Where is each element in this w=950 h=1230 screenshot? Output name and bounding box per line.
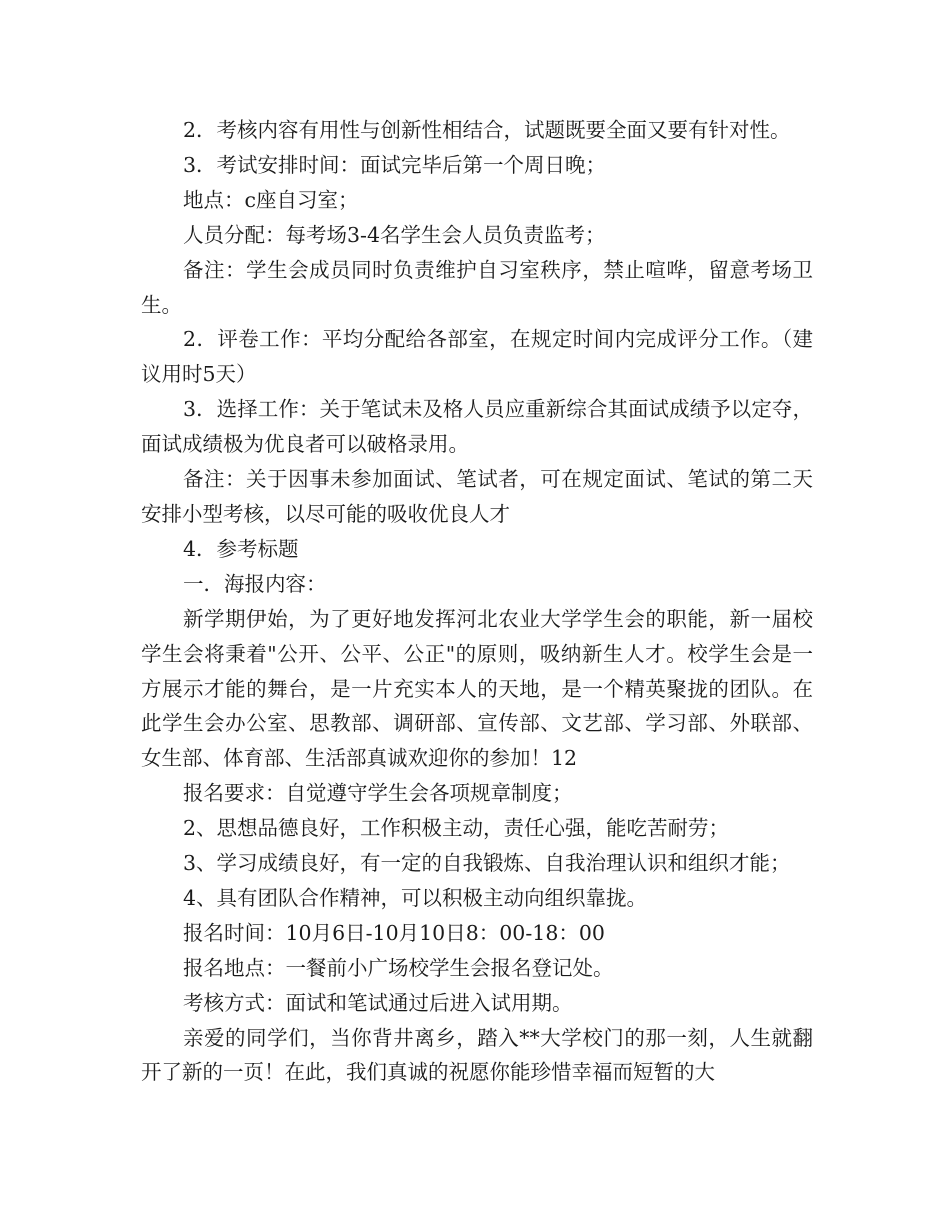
paragraph: 2、思想品德良好，工作积极主动，责任心强，能吃苦耐劳； <box>183 816 730 841</box>
paragraph: 4．参考标题 <box>183 536 299 561</box>
paragraph: 报名地点：一餐前小广场校学生会报名登记处。 <box>183 955 614 980</box>
paragraph: 人员分配：每考场3-4名学生会人员负责监考； <box>183 222 606 247</box>
paragraph: 3．考试安排时间：面试完毕后第一个周日晚； <box>183 152 607 177</box>
paragraph: 一．海报内容： <box>183 571 327 596</box>
paragraph: 报名要求：自觉遵守学生会各项规章制度； <box>183 781 573 806</box>
paragraph: 备注：学生会成员同时负责维护自习室秩序，禁止喧哗，留意考场卫生。 <box>141 257 813 317</box>
paragraph: 3．选择工作：关于笔试未及格人员应重新综合其面试成绩予以定夺，面试成绩极为优良者可以破格录用。 <box>141 397 813 457</box>
paragraph: 新学期伊始，为了更好地发挥河北农业大学学生会的职能，新一届校学生会将秉着"公开、公平、公正"的原则，吸纳新生人才。校学生会是一方展示才能的舞台，是一片充实本人的天地，是一个精英聚拢的团队。在此学生会办公室、思教部、调研部、宣传部、文艺部、学习部、外联部、女生部、体育部、生活部真诚欢迎你的参加！12 <box>141 606 813 771</box>
paragraph: 考核方式：面试和笔试通过后进入试用期。 <box>183 990 573 1015</box>
paragraph: 亲爱的同学们，当你背井离乡，踏入**大学校门的那一刻，人生就翻开了新的一页！在此，我们真诚的祝愿你能珍惜幸福而短暂的大 <box>141 1025 813 1085</box>
paragraph: 报名时间：10月6日-10月10日8：00-18：00 <box>183 920 605 945</box>
paragraph: 2．考核内容有用性与创新性相结合，试题既要全面又要有针对性。 <box>183 118 791 142</box>
paragraph: 地点：c座自习室； <box>183 187 359 212</box>
paragraph: 备注：关于因事未参加面试、笔试者，可在规定面试、笔试的第二天安排小型考核，以尽可能的吸收优良人才 <box>141 467 813 526</box>
paragraph: 4、具有团队合作精神，可以积极主动向组织靠拢。 <box>183 885 648 910</box>
document-body <box>141 113 813 1090</box>
paragraph: 3、学习成绩良好，有一定的自我锻炼、自我治理认识和组织才能； <box>183 851 791 876</box>
paragraph: 2．评卷工作：平均分配给各部室，在规定时间内完成评分工作。（建议用时5天） <box>141 327 813 387</box>
